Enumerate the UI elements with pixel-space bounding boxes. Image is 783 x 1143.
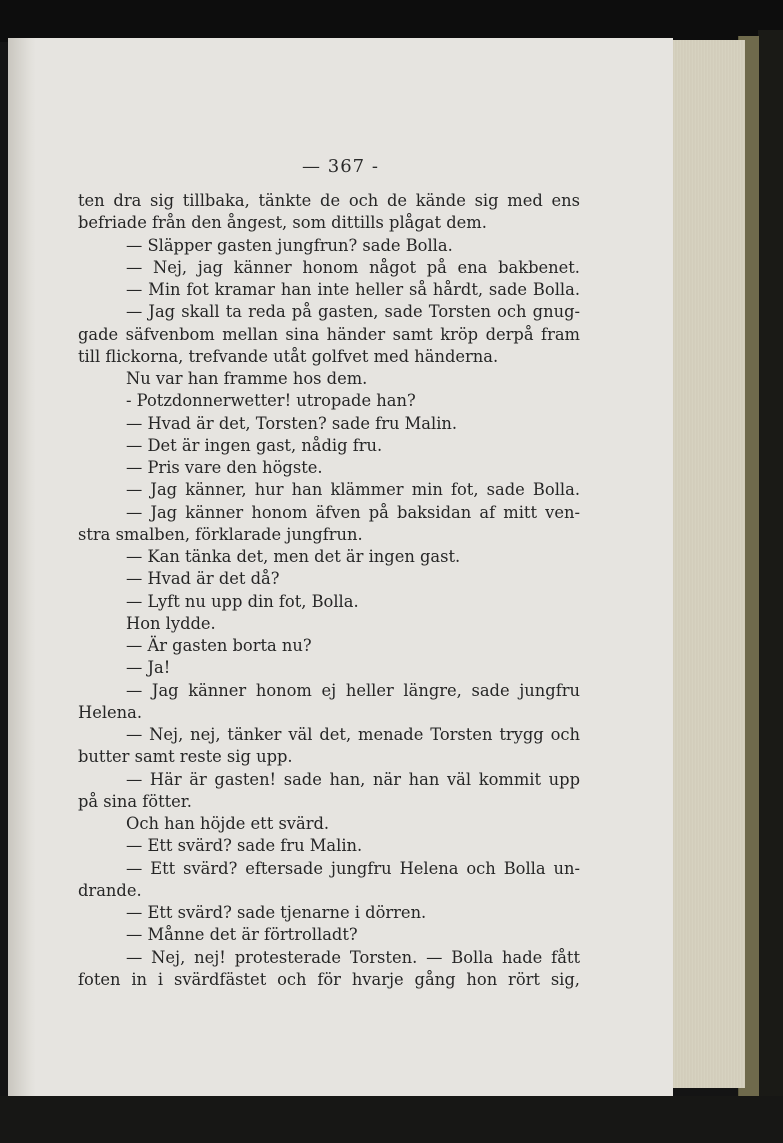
text-line: Helena. (78, 702, 143, 722)
text-line: - Potzdonnerwetter! utropade han? (126, 391, 416, 411)
page-number: — 367 - (302, 156, 379, 177)
text-line: befriade från den ångest, som dittills plågat dem. (78, 213, 487, 233)
text-line: — Lyft nu upp din fot, Bolla. (126, 591, 359, 611)
scan-background-bottom (0, 1096, 783, 1143)
text-line: butter samt reste sig upp. (78, 747, 293, 767)
text-line: — Nej, nej! protesterade Torsten. — Bolla hade fått (126, 947, 580, 967)
text-line: — Nej, nej, tänker väl det, menade Torsten trygg och (126, 725, 580, 744)
text-line: — Ett svärd? eftersade jungfru Helena och Bolla un- (126, 858, 580, 878)
page-gutter (8, 38, 36, 1096)
text-line: — Det är ingen gast, nådig fru. (126, 435, 383, 455)
page-text (78, 190, 580, 991)
text-line: — Hvad är det då? (126, 569, 280, 589)
text-line: — Ett svärd? sade fru Malin. (126, 836, 363, 856)
text-line: på sina fötter. (78, 791, 192, 811)
text-line: — Kan tänka det, men det är ingen gast. (126, 547, 461, 566)
text-line: — Månne det är förtrolladt? (126, 925, 358, 945)
text-line: — Min fot kramar han inte heller så hårdt, sade Bolla. (126, 280, 580, 299)
text-line: — Jag känner, hur han klämmer min fot, sade Bolla. (126, 480, 580, 500)
text-line: gade säfvenbom mellan sina händer samt kröp derpå fram (78, 324, 580, 344)
text-line: foten in i svärdfästet och för hvarje gång hon rört sig, (78, 969, 580, 989)
text-line: till flickorna, trefvande utåt golfvet med händerna. (78, 346, 499, 366)
text-line: — Släpper gasten jungfrun? sade Bolla. (126, 235, 453, 255)
book-page (8, 38, 673, 1096)
scan-background-top (0, 0, 783, 42)
page-edges (672, 40, 745, 1088)
text-line: — Ja! (126, 658, 171, 678)
text-line: — Jag känner honom äfven på baksidan af mitt ven- (126, 502, 580, 522)
text-line: drande. (78, 880, 142, 900)
text-line: — Nej, jag känner honom något på ena bakbenet. (126, 257, 580, 277)
text-line: ten dra sig tillbaka, tänkte de och de kände sig med ens (78, 191, 580, 210)
text-line: stra smalben, förklarade jungfrun. (78, 524, 363, 544)
text-line: — Jag skall ta reda på gasten, sade Torsten och gnug- (126, 302, 580, 322)
text-line: — Pris vare den högste. (126, 458, 323, 477)
text-line: — Här är gasten! sade han, när han väl kommit upp (126, 769, 580, 789)
text-line: — Är gasten borta nu? (126, 636, 312, 655)
text-line: Hon lydde. (126, 613, 216, 633)
text-line: — Ett svärd? sade tjenarne i dörren. (126, 903, 427, 922)
text-line: Nu var han framme hos dem. (126, 369, 368, 388)
text-line: Och han höjde ett svärd. (126, 814, 330, 833)
text-line: — Hvad är det, Torsten? sade fru Malin. (126, 413, 458, 433)
book-shadow (758, 30, 783, 1110)
text-line: — Jag känner honom ej heller längre, sade jungfru (126, 680, 580, 700)
